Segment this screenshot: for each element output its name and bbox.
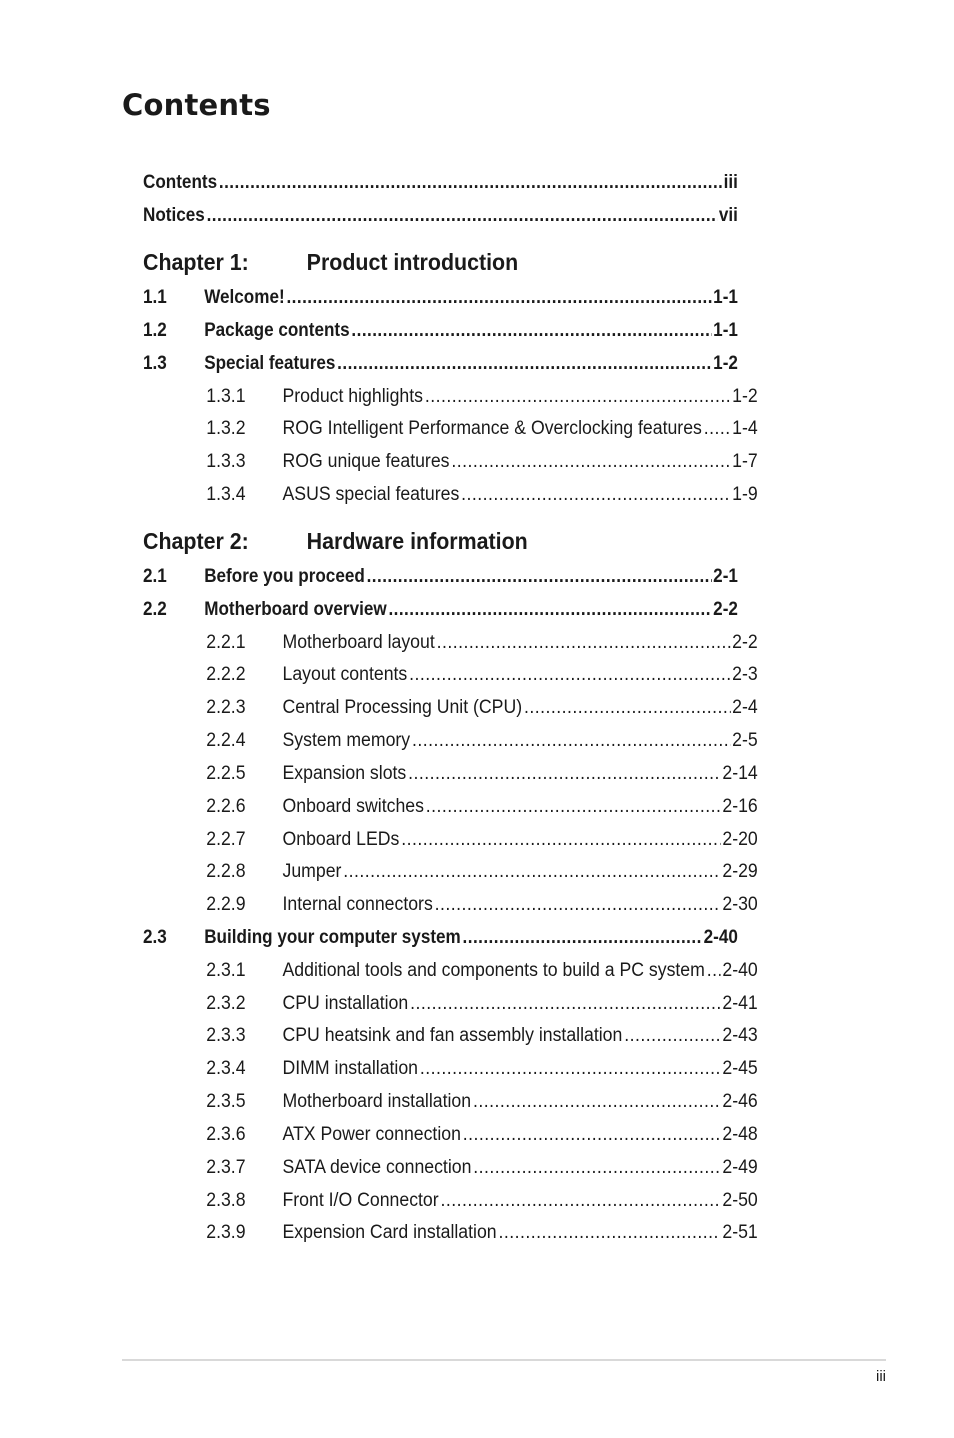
toc-entry[interactable] [143, 792, 758, 818]
dot-leader [461, 484, 730, 506]
toc-entry[interactable] [143, 1186, 758, 1212]
entry-number: 2.2.4 [206, 730, 246, 751]
entry-title: Product highlights [282, 386, 423, 407]
entry-page: 2-48 [722, 1124, 758, 1145]
entry-title: Onboard switches [282, 796, 424, 817]
entry-page: vii [718, 205, 738, 226]
chapter-title: Product introduction [306, 249, 519, 275]
entry-number: 2.3.5 [206, 1091, 246, 1112]
toc-entry[interactable] [143, 956, 758, 982]
toc-entry[interactable] [143, 726, 758, 752]
entry-number: 1.3 [143, 353, 167, 374]
dot-leader [441, 1190, 721, 1212]
dot-leader [367, 566, 712, 588]
entry-title: Expansion slots [282, 763, 407, 784]
entry-number: 2.2.9 [206, 894, 246, 915]
entry-page: 2-41 [722, 993, 758, 1014]
toc-entry[interactable] [143, 759, 758, 785]
entry-number: 2.2.8 [206, 861, 246, 882]
entry-page: 1-2 [713, 353, 738, 374]
entry-title: Layout contents [282, 664, 408, 685]
dot-leader [473, 1157, 720, 1179]
toc-entry[interactable] [143, 890, 758, 916]
dot-leader [425, 386, 730, 408]
entry-number: 1.2 [143, 320, 167, 341]
chapter-title: Hardware information [306, 528, 528, 554]
toc-entry[interactable] [143, 1054, 758, 1080]
entry-number: 2.3.2 [206, 993, 246, 1014]
toc-entry[interactable] [143, 628, 758, 654]
entry-title: Central Processing Unit (CPU) [282, 697, 523, 718]
dot-leader [437, 632, 731, 654]
toc-entry[interactable] [143, 923, 738, 949]
entry-page: 2-30 [722, 894, 758, 915]
entry-number: 1.3.3 [206, 451, 246, 472]
entry-title: Onboard LEDs [282, 829, 400, 850]
entry-page: 1-9 [732, 484, 758, 505]
dot-leader [624, 1025, 720, 1047]
dot-leader [388, 599, 711, 621]
toc-entry[interactable] [143, 1087, 758, 1113]
toc-entry[interactable] [143, 382, 758, 408]
dot-leader [704, 418, 731, 440]
entry-number: 2.1 [143, 566, 167, 587]
entry-title: DIMM installation [282, 1058, 419, 1079]
entry-number: 1.1 [143, 287, 167, 308]
dot-leader [351, 320, 711, 342]
entry-number: 2.2.3 [206, 697, 246, 718]
entry-page: 2-50 [722, 1190, 758, 1211]
toc-entry[interactable] [143, 480, 758, 506]
entry-number: 2.2.1 [206, 632, 246, 653]
entry-page: 2-1 [713, 566, 738, 587]
dot-leader [409, 664, 730, 686]
entry-title: Motherboard overview [204, 599, 387, 620]
entry-title: Internal connectors [282, 894, 433, 915]
entry-page: 2-2 [732, 632, 758, 653]
dot-leader [337, 353, 711, 375]
entry-page: 2-14 [722, 763, 758, 784]
entry-page: 2-3 [732, 664, 758, 685]
toc-entry[interactable] [143, 857, 758, 883]
toc-entry[interactable] [143, 562, 738, 588]
dot-leader [410, 993, 720, 1015]
page-title: Contents [122, 88, 271, 122]
entry-number: 2.2.6 [206, 796, 246, 817]
entry-title: Building your computer system [204, 927, 461, 948]
chapter-label: Chapter 1: [143, 249, 249, 275]
entry-title: Contents [143, 172, 218, 193]
entry-number: 2.3 [143, 927, 167, 948]
toc-entry[interactable] [143, 989, 758, 1015]
toc-entry[interactable] [143, 1153, 758, 1179]
entry-number: 2.3.7 [206, 1157, 246, 1178]
entry-title: CPU heatsink and fan assembly installation [282, 1025, 623, 1046]
entry-number: 2.2.7 [206, 829, 246, 850]
dot-leader [463, 1124, 721, 1146]
toc-entry[interactable] [143, 660, 758, 686]
entry-title: Before you proceed [204, 566, 365, 587]
entry-title: Jumper [282, 861, 342, 882]
toc-entry[interactable] [143, 595, 738, 621]
dot-leader [451, 451, 730, 473]
entry-number: 2.2 [143, 599, 167, 620]
chapter-heading [143, 528, 528, 554]
entry-title: Motherboard layout [282, 632, 435, 653]
dot-leader [420, 1058, 721, 1080]
dot-leader [219, 172, 722, 194]
entry-page: 2-20 [722, 829, 758, 850]
entry-number: 1.3.1 [206, 386, 246, 407]
dot-leader [707, 960, 721, 982]
entry-title: Expension Card installation [282, 1222, 497, 1243]
dot-leader [286, 287, 711, 309]
entry-title: System memory [282, 730, 411, 751]
entry-page: 2-40 [703, 927, 738, 948]
toc-entry[interactable] [143, 283, 738, 309]
dot-leader [207, 205, 718, 227]
entry-title: CPU installation [282, 993, 409, 1014]
toc-entry[interactable] [143, 414, 758, 440]
entry-page: 2-16 [722, 796, 758, 817]
entry-title: ASUS special features [282, 484, 460, 505]
entry-title: ROG Intelligent Performance & Overclocking features [282, 418, 702, 439]
footer-divider [122, 1359, 886, 1361]
toc-entry[interactable] [143, 168, 738, 194]
toc-entry[interactable] [143, 447, 758, 473]
dot-leader [473, 1091, 721, 1113]
entry-title: Additional tools and components to build a PC system [282, 960, 705, 981]
entry-page: 1-4 [732, 418, 758, 439]
entry-number: 2.3.1 [206, 960, 246, 981]
entry-number: 2.2.5 [206, 763, 246, 784]
dot-leader [412, 730, 730, 752]
entry-number: 2.3.6 [206, 1124, 246, 1145]
entry-title: ROG unique features [282, 451, 450, 472]
page-number: iii [876, 1368, 886, 1385]
toc-entry[interactable] [143, 825, 758, 851]
dot-leader [343, 861, 720, 883]
toc-entry[interactable] [143, 201, 738, 227]
entry-page: 2-40 [722, 960, 758, 981]
entry-number: 2.2.2 [206, 664, 246, 685]
entry-page: 1-1 [713, 287, 738, 308]
toc-entry[interactable] [143, 1218, 758, 1244]
entry-number: 2.3.4 [206, 1058, 246, 1079]
entry-title: Notices [143, 205, 205, 226]
toc-entry[interactable] [143, 1021, 758, 1047]
entry-page: 2-46 [722, 1091, 758, 1112]
entry-title: Special features [204, 353, 336, 374]
entry-number: 1.3.2 [206, 418, 246, 439]
dot-leader [524, 697, 730, 719]
dot-leader [498, 1222, 720, 1244]
chapter-heading [143, 249, 518, 275]
dot-leader [435, 894, 721, 916]
toc-entry[interactable] [143, 316, 738, 342]
entry-page: 2-29 [722, 861, 758, 882]
entry-page: 2-5 [732, 730, 758, 751]
entry-page: 2-2 [713, 599, 738, 620]
entry-title: Front I/O Connector [282, 1190, 439, 1211]
entry-title: Welcome! [204, 287, 285, 308]
chapter-label: Chapter 2: [143, 528, 249, 554]
entry-page: 1-2 [732, 386, 758, 407]
entry-title: Motherboard installation [282, 1091, 472, 1112]
dot-leader [408, 763, 720, 785]
entry-page: 2-45 [722, 1058, 758, 1079]
entry-number: 2.3.9 [206, 1222, 246, 1243]
entry-title: ATX Power connection [282, 1124, 461, 1145]
entry-page: 2-49 [722, 1157, 758, 1178]
entry-page: 2-51 [722, 1222, 758, 1243]
toc-entry[interactable] [143, 349, 738, 375]
entry-page: 1-7 [732, 451, 758, 472]
entry-number: 1.3.4 [206, 484, 246, 505]
dot-leader [401, 829, 720, 851]
entry-page: iii [723, 172, 738, 193]
entry-page: 2-43 [722, 1025, 758, 1046]
entry-number: 2.3.3 [206, 1025, 246, 1046]
entry-page: 2-4 [732, 697, 758, 718]
dot-leader [463, 927, 702, 949]
dot-leader [426, 796, 721, 818]
entry-page: 1-1 [713, 320, 738, 341]
toc-entry[interactable] [143, 693, 758, 719]
entry-title: SATA device connection [282, 1157, 472, 1178]
toc-entry[interactable] [143, 1120, 758, 1146]
entry-title: Package contents [204, 320, 350, 341]
entry-number: 2.3.8 [206, 1190, 246, 1211]
